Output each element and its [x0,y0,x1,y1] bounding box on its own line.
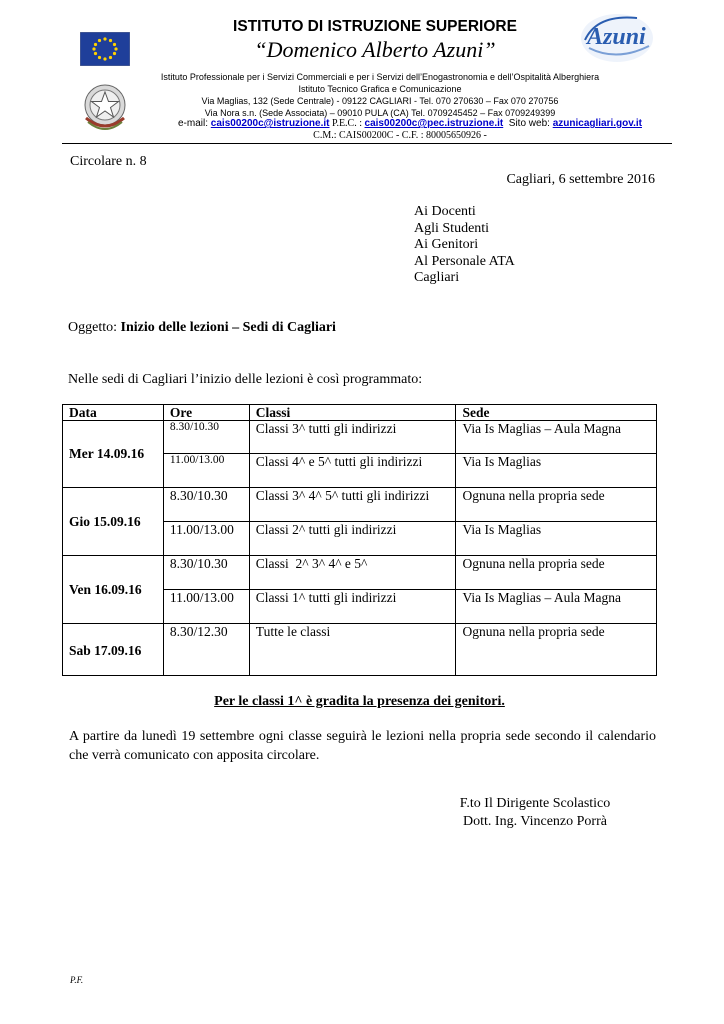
table-row [63,421,657,454]
sede-cell: Via Is Maglias [456,454,657,488]
recipient: Ai Genitori [414,237,479,252]
classi-cell: Classi 3^ 4^ 5^ tutti gli indirizzi [249,488,456,522]
intro-text: Nelle sedi di Cagliari l’inizio delle lezioni è così programmato: [68,372,423,387]
web-label: Sito web: [503,118,553,129]
signature-title: F.to Il Dirigente Scolastico [459,796,611,811]
place-date: Cagliari, 6 settembre 2016 [506,172,655,187]
day-cell: Gio 15.09.16 [63,488,164,556]
recipient: Cagliari [414,270,460,285]
azuni-logo [577,10,659,66]
header-classi: Classi [249,405,456,421]
sede-cell: Ognuna nella propria sede [456,488,657,522]
subject-text: Inizio delle lezioni – Sedi di Cagliari [120,320,336,335]
header-ore: Ore [163,405,249,421]
recipients [414,204,515,287]
eu-flag-logo [80,32,130,66]
signature-block [440,795,630,831]
sede-cell: Via Is Maglias – Aula Magna [456,590,657,624]
contact-line [140,118,680,129]
subject-label: Oggetto: [68,320,121,335]
sede-cell: Via Is Maglias – Aula Magna [456,421,657,454]
sede-cell: Ognuna nella propria sede [456,624,657,676]
ore-cell: 11.00/13.00 [163,454,249,488]
classi-cell: Tutte le classi [249,624,456,676]
classi-cell: Classi 2^ tutti gli indirizzi [249,522,456,556]
table-header-row [63,405,657,421]
institute-type: ISTITUTO DI ISTRUZIONE SUPERIORE [233,18,517,35]
header-line-3: Via Maglias, 132 (Sede Centrale) - 09122 CAGLIARI - Tel. 070 270630 – Fax 070 270756 [201,96,559,106]
schedule-table [62,404,657,676]
table-row [63,624,657,676]
subject-line [68,320,336,336]
codes-line: C.M.: CAIS00200C - C.F. : 80005650926 - [313,130,487,141]
classi-cell: Classi 4^ e 5^ tutti gli indirizzi [249,454,456,488]
day-cell: Ven 16.09.16 [63,556,164,624]
signature-name: Dott. Ing. Vincenzo Porrà [463,814,607,829]
footer-initials: P.F. [70,975,84,985]
table-row [63,488,657,522]
ore-cell: 11.00/13.00 [163,590,249,624]
header-sede: Sede [456,405,657,421]
header-divider [62,143,672,144]
classi-cell: Classi 2^ 3^ 4^ e 5^ [249,556,456,590]
email-label: e-mail: [178,118,211,129]
sede-cell: Ognuna nella propria sede [456,556,657,590]
ore-cell: 8.30/10.30 [163,488,249,522]
institute-name: “Domenico Alberto Azuni” [254,37,496,62]
header-data: Data [63,405,164,421]
ore-cell: 8.30/10.30 [163,556,249,590]
parents-note: Per le classi 1^ è gradita la presenza dei genitori. [214,694,505,709]
pec-link[interactable]: cais00200c@pec.istruzione.it [364,118,504,129]
azuni-logo-text: Azuni [587,24,646,50]
recipient: Ai Docenti [414,204,476,219]
header-line-1: Istituto Professionale per i Servizi Commerciali e per i Servizi dell’Enogastronomia e dell’Ospitalità Alberghiera [160,72,600,82]
italian-republic-emblem [80,78,130,136]
table-row [63,556,657,590]
circolare-number: Circolare n. 8 [70,154,147,169]
classi-cell: Classi 3^ tutti gli indirizzi [249,421,456,454]
day-cell: Mer 14.09.16 [63,421,164,488]
ore-cell: 8.30/10.30 [163,421,249,454]
header-line-4: Via Nora s.n. (Sede Associata) – 09010 PULA (CA) Tel. 0709245452 – Fax 0709249399 [204,108,556,118]
pec-label: P.E.C. : [329,118,365,129]
email-link[interactable]: cais00200c@istruzione.it [210,118,330,129]
ore-cell: 8.30/12.30 [163,624,249,676]
sede-cell: Via Is Maglias [456,522,657,556]
day-cell: Sab 17.09.16 [63,624,164,676]
website-link[interactable]: azunicagliari.gov.it [552,118,642,129]
ore-cell: 11.00/13.00 [163,522,249,556]
header-line-2: Istituto Tecnico Grafica e Comunicazione [298,84,462,94]
classi-cell: Classi 1^ tutti gli indirizzi [249,590,456,624]
recipient: Agli Studenti [414,220,490,236]
recipient: Al Personale ATA [414,253,515,269]
closing-paragraph: A partire da lunedì 19 settembre ogni classe seguirà le lezioni nella propria sede secondo il calendario che verrà comunicato con apposita circolare. [69,729,656,763]
